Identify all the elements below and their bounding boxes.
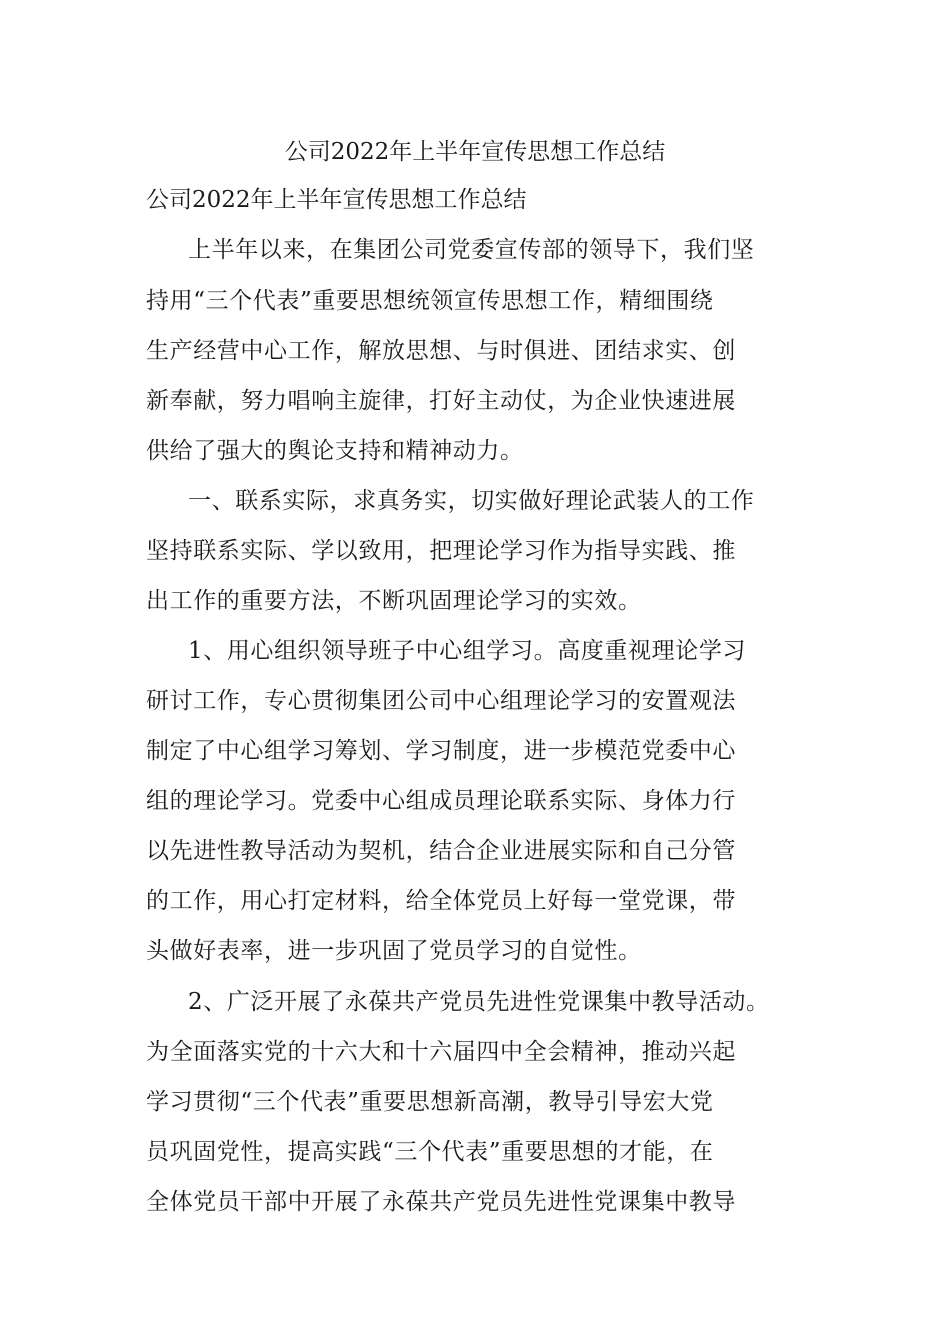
paragraph-1-line-3: 生产经营中心工作，解放思想、与时俱进、团结求实、创 bbox=[146, 338, 736, 364]
section-1-heading: 一、联系实际，求真务实，切实做好理论武装人的工作 bbox=[188, 488, 755, 514]
item-1-line-1: 1、用心组织领导班子中心组学习。高度重视理论学习 bbox=[188, 638, 747, 664]
item-2-line-5: 全体党员干部中开展了永葆共产党员先进性党课集中教导 bbox=[146, 1189, 736, 1215]
item-1-line-6: 的工作，用心打定材料，给全体党员上好每一堂党课，带 bbox=[146, 888, 736, 914]
paragraph-2-line-2: 出工作的重要方法，不断巩固理论学习的实效。 bbox=[146, 588, 642, 614]
paragraph-1-line-4: 新奉献，努力唱响主旋律，打好主动仗，为企业快速进展 bbox=[146, 388, 736, 414]
item-1-line-5: 以先进性教导活动为契机，结合企业进展实际和自己分管 bbox=[146, 838, 736, 864]
item-1-line-4: 组的理论学习。党委中心组成员理论联系实际、身体力行 bbox=[146, 788, 736, 814]
item-1-line-2: 研讨工作，专心贯彻集团公司中心组理论学习的安置观法 bbox=[146, 688, 736, 714]
paragraph-1-line-5: 供给了强大的舆论支持和精神动力。 bbox=[146, 438, 524, 464]
item-1-line-3: 制定了中心组学习筹划、学习制度，进一步模范党委中心 bbox=[146, 738, 736, 764]
item-2-line-3: 学习贯彻“三个代表”重要思想新高潮，教导引导宏大党 bbox=[146, 1089, 714, 1115]
item-1-line-7: 头做好表率，进一步巩固了党员学习的自觉性。 bbox=[146, 938, 642, 964]
paragraph-1-line-2: 持用“三个代表”重要思想统领宣传思想工作，精细围绕 bbox=[146, 288, 714, 314]
document-subtitle: 公司2022年上半年宣传思想工作总结 bbox=[146, 187, 527, 213]
item-2-line-4: 员巩固党性，提高实践“三个代表”重要思想的才能，在 bbox=[146, 1139, 714, 1165]
document-title: 公司2022年上半年宣传思想工作总结 bbox=[284, 139, 666, 165]
paragraph-2-line-1: 坚持联系实际、学以致用，把理论学习作为指导实践、推 bbox=[146, 538, 736, 564]
item-2-line-2: 为全面落实党的十六大和十六届四中全会精神，推动兴起 bbox=[146, 1039, 736, 1065]
item-2-line-1: 2、广泛开展了永葆共产党员先进性党课集中教导活动。 bbox=[188, 989, 770, 1015]
paragraph-1-line-1: 上半年以来，在集团公司党委宣传部的领导下，我们坚 bbox=[188, 237, 755, 263]
